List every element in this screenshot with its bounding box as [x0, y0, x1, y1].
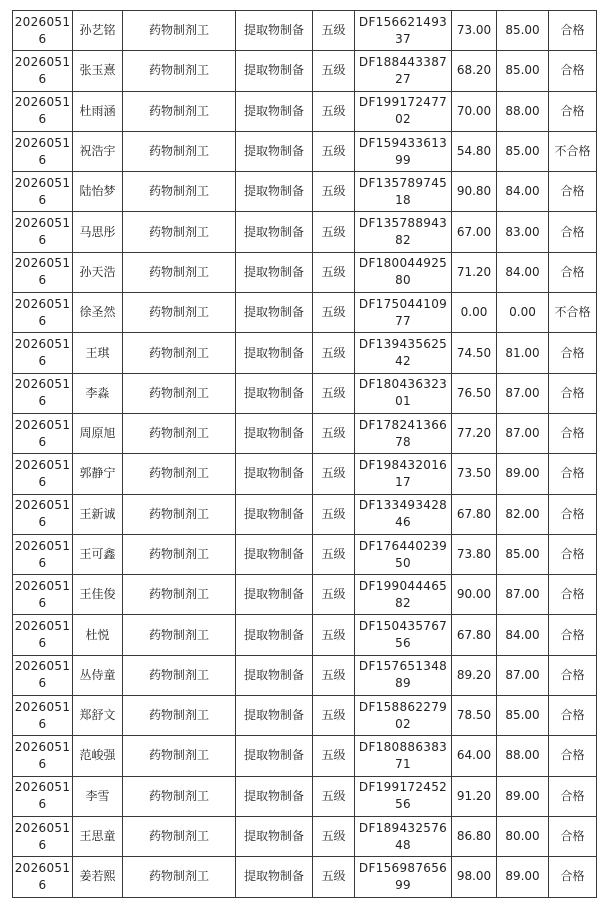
date-cell: 20260516: [13, 776, 73, 816]
module-cell: 提取物制备: [236, 51, 313, 91]
module-cell: 提取物制备: [236, 575, 313, 615]
occupation-cell: 药物制剂工: [123, 212, 236, 252]
module-cell: 提取物制备: [236, 534, 313, 574]
module-cell: 提取物制备: [236, 454, 313, 494]
result-cell: 合格: [549, 575, 597, 615]
level-cell: 五级: [313, 857, 355, 897]
module-cell: 提取物制备: [236, 11, 313, 51]
level-cell: 五级: [313, 373, 355, 413]
theory-score-cell: 0.00: [452, 293, 497, 333]
name-cell: 周原旭: [73, 413, 123, 453]
id-cell: DF18004492580: [355, 252, 452, 292]
result-cell: 合格: [549, 91, 597, 131]
occupation-cell: 药物制剂工: [123, 51, 236, 91]
name-cell: 王琪: [73, 333, 123, 373]
module-cell: 提取物制备: [236, 172, 313, 212]
result-cell: 合格: [549, 655, 597, 695]
module-cell: 提取物制备: [236, 655, 313, 695]
id-cell: DF13349342846: [355, 494, 452, 534]
level-cell: 五级: [313, 776, 355, 816]
result-cell: 合格: [549, 494, 597, 534]
result-cell: 合格: [549, 615, 597, 655]
date-cell: 20260516: [13, 11, 73, 51]
id-cell: DF18943257648: [355, 816, 452, 856]
table-row: [13, 696, 597, 736]
table-row: [13, 373, 597, 413]
practice-score-cell: 82.00: [497, 494, 549, 534]
level-cell: 五级: [313, 736, 355, 776]
table-row: [13, 91, 597, 131]
module-cell: 提取物制备: [236, 373, 313, 413]
id-cell: DF17644023950: [355, 534, 452, 574]
practice-score-cell: 87.00: [497, 575, 549, 615]
level-cell: 五级: [313, 131, 355, 171]
practice-score-cell: 87.00: [497, 413, 549, 453]
level-cell: 五级: [313, 11, 355, 51]
theory-score-cell: 70.00: [452, 91, 497, 131]
theory-score-cell: 64.00: [452, 736, 497, 776]
theory-score-cell: 90.00: [452, 575, 497, 615]
name-cell: 王新诚: [73, 494, 123, 534]
name-cell: 陆怡梦: [73, 172, 123, 212]
result-cell: 合格: [549, 413, 597, 453]
practice-score-cell: 89.00: [497, 454, 549, 494]
date-cell: 20260516: [13, 857, 73, 897]
practice-score-cell: 81.00: [497, 333, 549, 373]
name-cell: 范峻强: [73, 736, 123, 776]
date-cell: 20260516: [13, 413, 73, 453]
table-row: [13, 212, 597, 252]
level-cell: 五级: [313, 333, 355, 373]
result-cell: 合格: [549, 776, 597, 816]
id-cell: DF19904446582: [355, 575, 452, 615]
date-cell: 20260516: [13, 333, 73, 373]
name-cell: 孙天浩: [73, 252, 123, 292]
practice-score-cell: 84.00: [497, 615, 549, 655]
date-cell: 20260516: [13, 736, 73, 776]
theory-score-cell: 90.80: [452, 172, 497, 212]
name-cell: 丛侍童: [73, 655, 123, 695]
result-cell: 合格: [549, 454, 597, 494]
level-cell: 五级: [313, 615, 355, 655]
id-cell: DF15886227902: [355, 696, 452, 736]
level-cell: 五级: [313, 172, 355, 212]
table-row: [13, 131, 597, 171]
occupation-cell: 药物制剂工: [123, 655, 236, 695]
module-cell: 提取物制备: [236, 293, 313, 333]
practice-score-cell: 85.00: [497, 11, 549, 51]
module-cell: 提取物制备: [236, 131, 313, 171]
table-row: [13, 615, 597, 655]
id-cell: DF15662149337: [355, 11, 452, 51]
date-cell: 20260516: [13, 51, 73, 91]
date-cell: 20260516: [13, 91, 73, 131]
table-row: [13, 655, 597, 695]
table-row: [13, 776, 597, 816]
level-cell: 五级: [313, 252, 355, 292]
theory-score-cell: 74.50: [452, 333, 497, 373]
theory-score-cell: 73.00: [452, 11, 497, 51]
practice-score-cell: 85.00: [497, 696, 549, 736]
level-cell: 五级: [313, 816, 355, 856]
id-cell: DF17824136678: [355, 413, 452, 453]
practice-score-cell: 0.00: [497, 293, 549, 333]
id-cell: DF15765134889: [355, 655, 452, 695]
id-cell: DF18088638371: [355, 736, 452, 776]
practice-score-cell: 89.00: [497, 857, 549, 897]
table-row: [13, 252, 597, 292]
id-cell: DF17504410977: [355, 293, 452, 333]
practice-score-cell: 89.00: [497, 776, 549, 816]
level-cell: 五级: [313, 696, 355, 736]
table-row: [13, 333, 597, 373]
theory-score-cell: 68.20: [452, 51, 497, 91]
table-row: [13, 51, 597, 91]
module-cell: 提取物制备: [236, 212, 313, 252]
theory-score-cell: 67.80: [452, 615, 497, 655]
result-cell: 合格: [549, 172, 597, 212]
name-cell: 姜若熙: [73, 857, 123, 897]
level-cell: 五级: [313, 494, 355, 534]
id-cell: DF18043632301: [355, 373, 452, 413]
date-cell: 20260516: [13, 615, 73, 655]
name-cell: 杜雨涵: [73, 91, 123, 131]
date-cell: 20260516: [13, 131, 73, 171]
module-cell: 提取物制备: [236, 615, 313, 655]
date-cell: 20260516: [13, 212, 73, 252]
name-cell: 李雪: [73, 776, 123, 816]
occupation-cell: 药物制剂工: [123, 333, 236, 373]
level-cell: 五级: [313, 575, 355, 615]
id-cell: DF19917245256: [355, 776, 452, 816]
module-cell: 提取物制备: [236, 413, 313, 453]
result-cell: 合格: [549, 736, 597, 776]
table-row: [13, 293, 597, 333]
theory-score-cell: 86.80: [452, 816, 497, 856]
date-cell: 20260516: [13, 172, 73, 212]
result-cell: 不合格: [549, 131, 597, 171]
id-cell: DF15943361399: [355, 131, 452, 171]
result-cell: 合格: [549, 857, 597, 897]
table-row: [13, 857, 597, 897]
id-cell: DF13578894382: [355, 212, 452, 252]
date-cell: 20260516: [13, 454, 73, 494]
date-cell: 20260516: [13, 494, 73, 534]
module-cell: 提取物制备: [236, 776, 313, 816]
date-cell: 20260516: [13, 696, 73, 736]
occupation-cell: 药物制剂工: [123, 91, 236, 131]
practice-score-cell: 88.00: [497, 91, 549, 131]
table-row: [13, 816, 597, 856]
result-cell: 合格: [549, 816, 597, 856]
occupation-cell: 药物制剂工: [123, 252, 236, 292]
table-row: [13, 413, 597, 453]
id-cell: DF15043576756: [355, 615, 452, 655]
occupation-cell: 药物制剂工: [123, 172, 236, 212]
result-cell: 合格: [549, 212, 597, 252]
theory-score-cell: 77.20: [452, 413, 497, 453]
table-row: [13, 172, 597, 212]
theory-score-cell: 71.20: [452, 252, 497, 292]
level-cell: 五级: [313, 91, 355, 131]
id-cell: DF15698765699: [355, 857, 452, 897]
occupation-cell: 药物制剂工: [123, 615, 236, 655]
module-cell: 提取物制备: [236, 333, 313, 373]
module-cell: 提取物制备: [236, 816, 313, 856]
result-cell: 合格: [549, 696, 597, 736]
result-cell: 不合格: [549, 293, 597, 333]
date-cell: 20260516: [13, 373, 73, 413]
name-cell: 王思童: [73, 816, 123, 856]
level-cell: 五级: [313, 51, 355, 91]
table-row: [13, 494, 597, 534]
result-cell: 合格: [549, 534, 597, 574]
table-row: [13, 11, 597, 51]
practice-score-cell: 84.00: [497, 172, 549, 212]
name-cell: 马思彤: [73, 212, 123, 252]
level-cell: 五级: [313, 655, 355, 695]
occupation-cell: 药物制剂工: [123, 696, 236, 736]
practice-score-cell: 85.00: [497, 534, 549, 574]
level-cell: 五级: [313, 454, 355, 494]
practice-score-cell: 87.00: [497, 373, 549, 413]
level-cell: 五级: [313, 534, 355, 574]
module-cell: 提取物制备: [236, 91, 313, 131]
theory-score-cell: 73.80: [452, 534, 497, 574]
name-cell: 王佳俊: [73, 575, 123, 615]
module-cell: 提取物制备: [236, 252, 313, 292]
occupation-cell: 药物制剂工: [123, 494, 236, 534]
practice-score-cell: 88.00: [497, 736, 549, 776]
name-cell: 祝浩宇: [73, 131, 123, 171]
name-cell: 王可鑫: [73, 534, 123, 574]
theory-score-cell: 98.00: [452, 857, 497, 897]
id-cell: DF19843201617: [355, 454, 452, 494]
module-cell: 提取物制备: [236, 494, 313, 534]
occupation-cell: 药物制剂工: [123, 11, 236, 51]
level-cell: 五级: [313, 413, 355, 453]
occupation-cell: 药物制剂工: [123, 293, 236, 333]
date-cell: 20260516: [13, 534, 73, 574]
date-cell: 20260516: [13, 575, 73, 615]
level-cell: 五级: [313, 212, 355, 252]
module-cell: 提取物制备: [236, 696, 313, 736]
date-cell: 20260516: [13, 655, 73, 695]
theory-score-cell: 76.50: [452, 373, 497, 413]
table-body: [13, 11, 597, 898]
occupation-cell: 药物制剂工: [123, 373, 236, 413]
table-row: [13, 454, 597, 494]
module-cell: 提取物制备: [236, 736, 313, 776]
practice-score-cell: 83.00: [497, 212, 549, 252]
id-cell: DF19917247702: [355, 91, 452, 131]
occupation-cell: 药物制剂工: [123, 736, 236, 776]
occupation-cell: 药物制剂工: [123, 534, 236, 574]
name-cell: 郭静宁: [73, 454, 123, 494]
date-cell: 20260516: [13, 816, 73, 856]
occupation-cell: 药物制剂工: [123, 816, 236, 856]
theory-score-cell: 91.20: [452, 776, 497, 816]
occupation-cell: 药物制剂工: [123, 575, 236, 615]
occupation-cell: 药物制剂工: [123, 131, 236, 171]
theory-score-cell: 54.80: [452, 131, 497, 171]
name-cell: 孙艺铭: [73, 11, 123, 51]
result-cell: 合格: [549, 373, 597, 413]
id-cell: DF13943562542: [355, 333, 452, 373]
name-cell: 徐圣然: [73, 293, 123, 333]
practice-score-cell: 85.00: [497, 131, 549, 171]
date-cell: 20260516: [13, 252, 73, 292]
occupation-cell: 药物制剂工: [123, 413, 236, 453]
name-cell: 郑舒文: [73, 696, 123, 736]
practice-score-cell: 84.00: [497, 252, 549, 292]
id-cell: DF13578974518: [355, 172, 452, 212]
result-cell: 合格: [549, 333, 597, 373]
results-table: [12, 10, 597, 898]
table-row: [13, 534, 597, 574]
theory-score-cell: 78.50: [452, 696, 497, 736]
id-cell: DF18844338727: [355, 51, 452, 91]
result-cell: 合格: [549, 51, 597, 91]
result-cell: 合格: [549, 252, 597, 292]
occupation-cell: 药物制剂工: [123, 454, 236, 494]
name-cell: 李淼: [73, 373, 123, 413]
name-cell: 张玉熹: [73, 51, 123, 91]
date-cell: 20260516: [13, 293, 73, 333]
theory-score-cell: 89.20: [452, 655, 497, 695]
practice-score-cell: 85.00: [497, 51, 549, 91]
table-row: [13, 575, 597, 615]
practice-score-cell: 87.00: [497, 655, 549, 695]
occupation-cell: 药物制剂工: [123, 857, 236, 897]
table-row: [13, 736, 597, 776]
result-cell: 合格: [549, 11, 597, 51]
theory-score-cell: 67.00: [452, 212, 497, 252]
level-cell: 五级: [313, 293, 355, 333]
theory-score-cell: 73.50: [452, 454, 497, 494]
name-cell: 杜悦: [73, 615, 123, 655]
theory-score-cell: 67.80: [452, 494, 497, 534]
practice-score-cell: 80.00: [497, 816, 549, 856]
module-cell: 提取物制备: [236, 857, 313, 897]
occupation-cell: 药物制剂工: [123, 776, 236, 816]
